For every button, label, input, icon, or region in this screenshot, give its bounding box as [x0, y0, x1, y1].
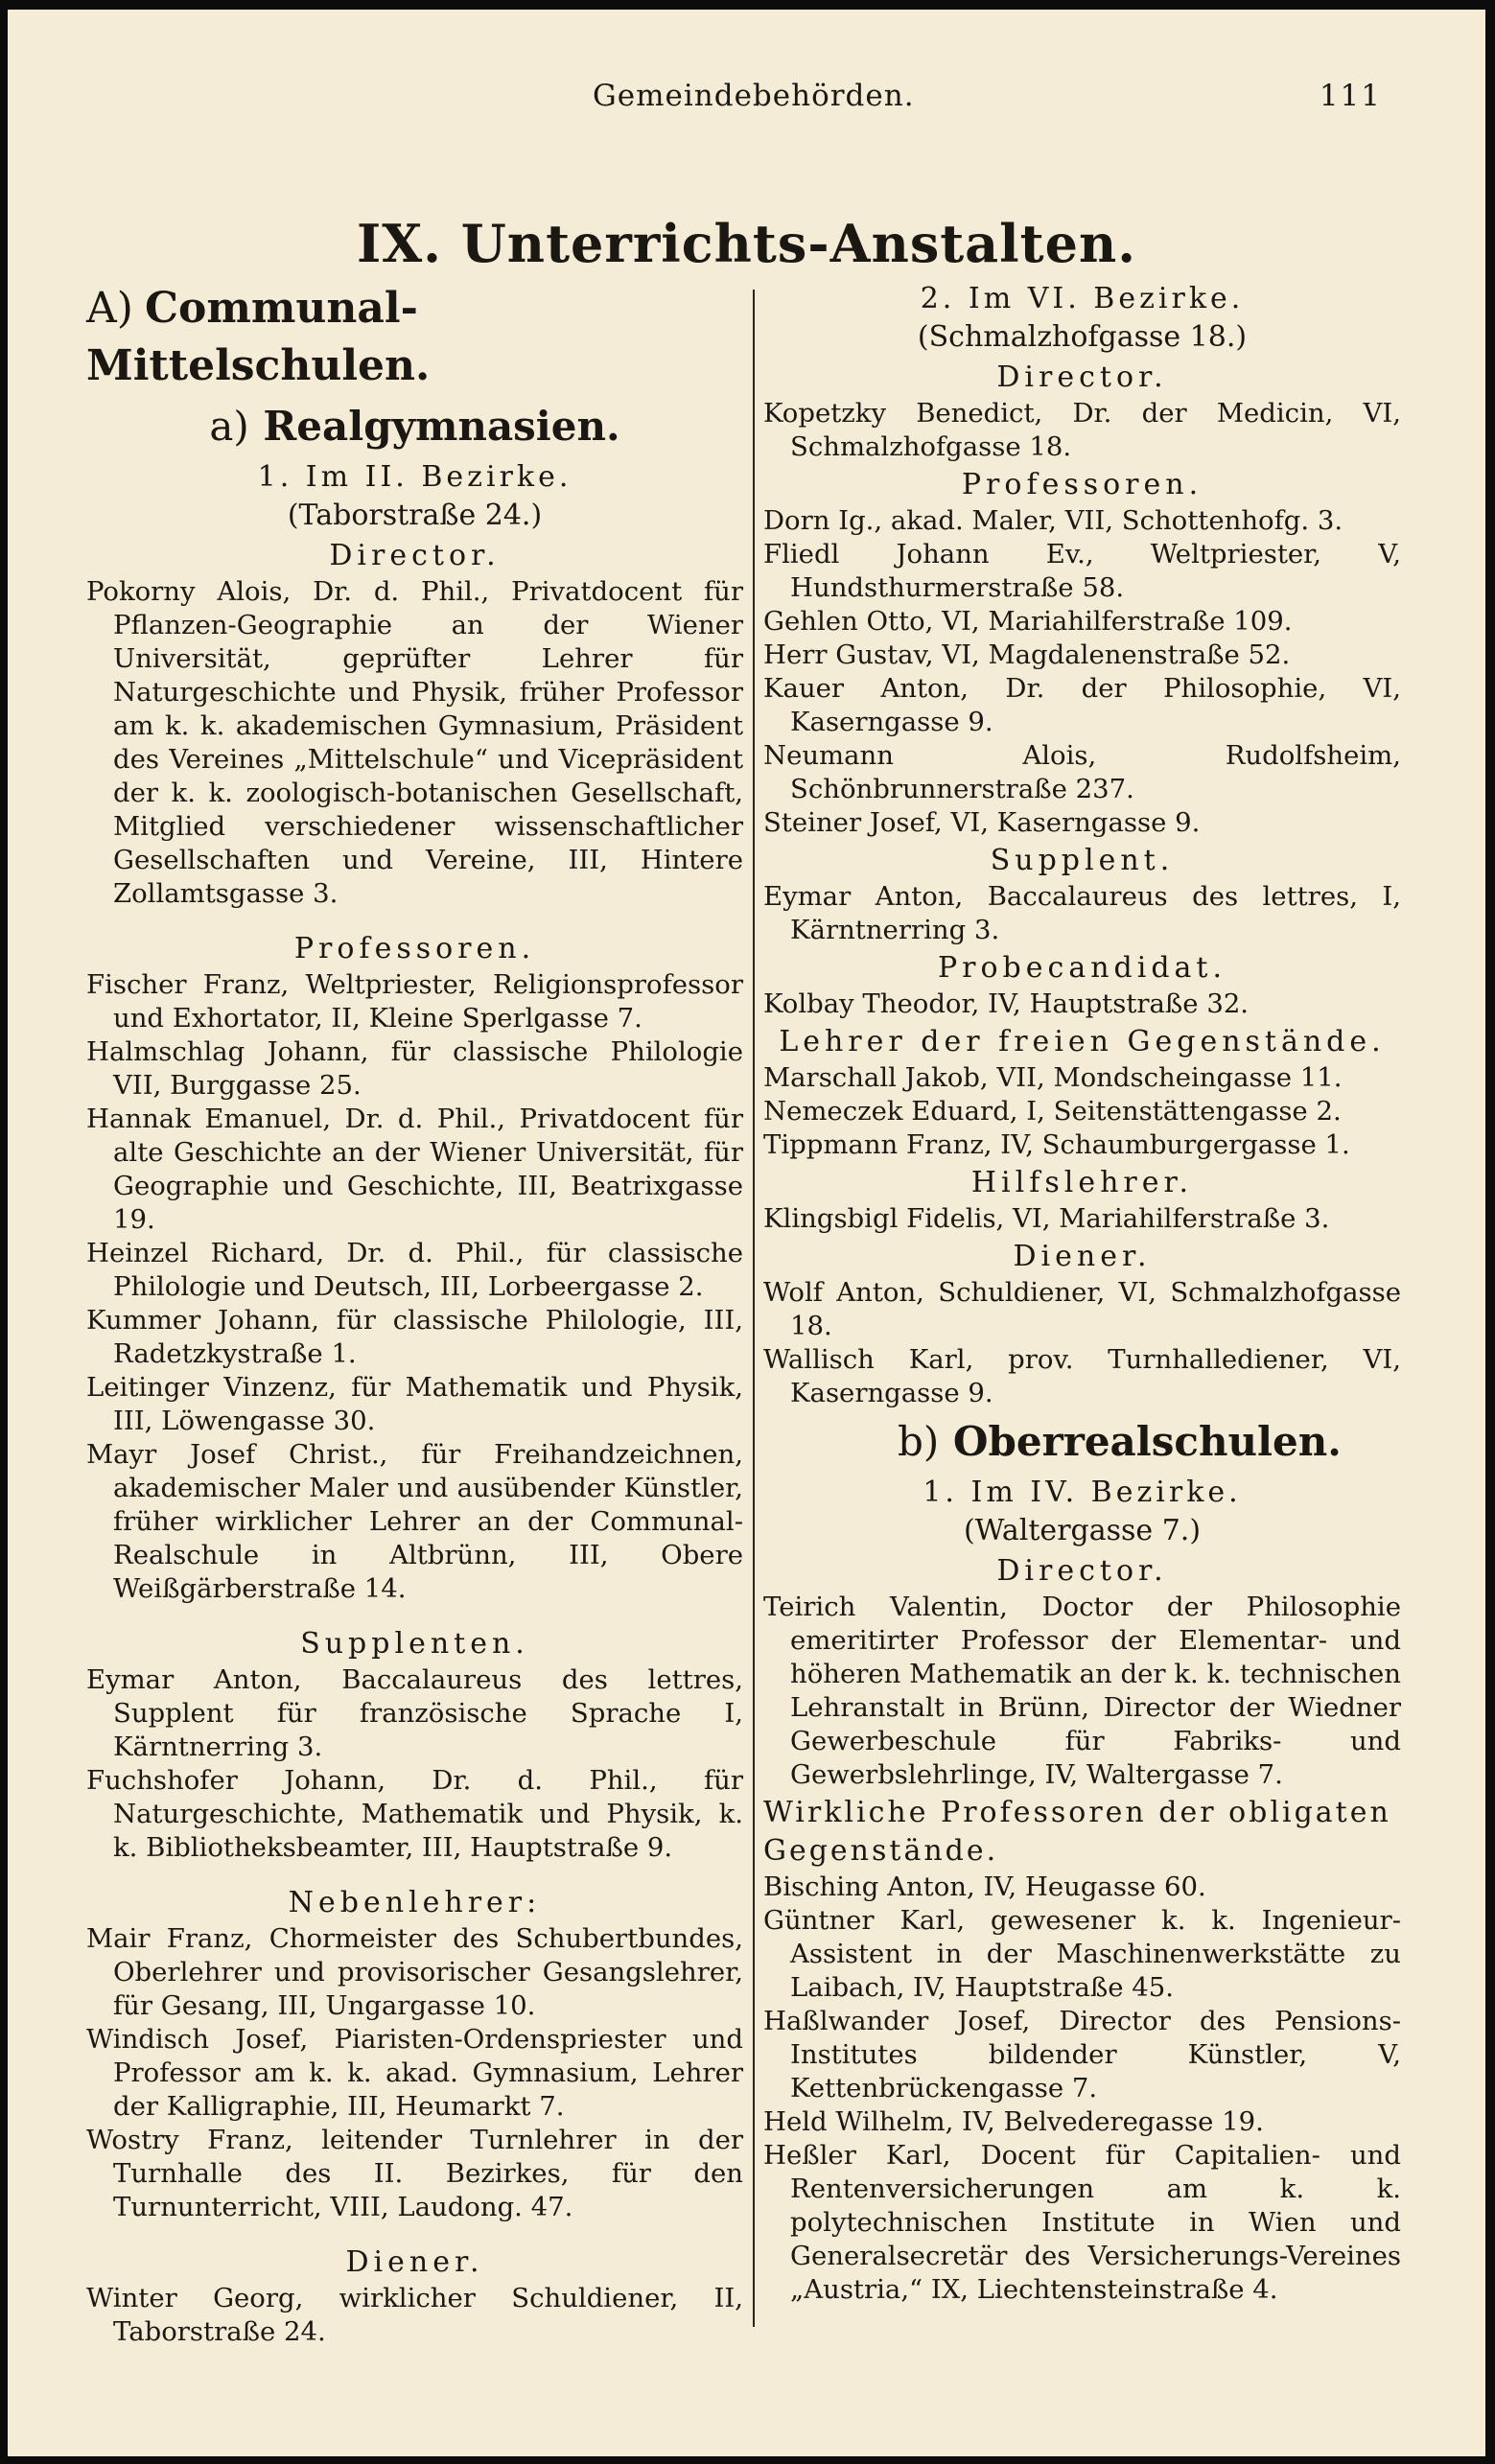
subsection-a-number: a) — [209, 403, 249, 450]
list-item: Fischer Franz, Weltpriester, Religionsprofessor und Exhortator, II, Kleine Sperlgasse 7. — [86, 969, 743, 1034]
list-item: Kummer Johann, für classische Philologie, III, Radetzkystraße 1. — [86, 1305, 743, 1369]
list-item: Wolf Anton, Schuldiener, VI, Schmalzhofgasse 18. — [763, 1277, 1401, 1341]
section-a-title: Communal-Mittelschulen. — [86, 284, 431, 390]
list-item: Dorn Ig., akad. Maler, VII, Schottenhofg. 3. — [763, 505, 1343, 536]
director-entry: Teirich Valentin, Doctor der Philosophie emeritirter Professor der Elementar- und höheren Mathematik an der k. k. technischen Lehranstalt in Brünn, Director der Wiedner Gewerbeschule für Fabriks- und Gewerbslehrlinge, IV, Waltergasse 7. — [763, 1592, 1401, 1790]
subsection-b-heading — [763, 1414, 1401, 1470]
director-entry: Kopetzky Benedict, Dr. der Medicin, VI, Schmalzhofgasse 18. — [763, 398, 1401, 462]
list-item: Eymar Anton, Baccalaureus des lettres, Supplent für französische Sprache I, Kärntnerring 3. — [86, 1664, 743, 1762]
regular-professors-heading: Wirkliche Professoren der obligaten Gegenstände. — [763, 1796, 1391, 1868]
list-item: Nemeczek Eduard, I, Seitenstättengasse 2. — [763, 1096, 1342, 1127]
list-item: Steiner Josef, VI, Kaserngasse 9. — [763, 807, 1201, 838]
running-header — [8, 79, 1485, 121]
list-item: Halmschlag Johann, für classische Philologie VII, Burggasse 25. — [86, 1036, 743, 1101]
list-item: Marschall Jakob, VII, Mondscheingasse 11. — [763, 1062, 1343, 1093]
left-column — [86, 280, 743, 2349]
supplents-heading: Supplenten. — [300, 1627, 529, 1661]
list-item: Gehlen Otto, VI, Mariahilferstraße 109. — [763, 606, 1293, 637]
subsection-a-title: Realgymnasien. — [263, 403, 620, 450]
list-item: Heßler Karl, Docent für Capitalien- und Rentenversicherungen am k. k. polytechnischen Institute in Wien und Generalsecretär des Versicherungs-Vereines „Austria,“ IX, Liechtensteinstraße 4. — [763, 2140, 1401, 2305]
list-item: Leitinger Vinzenz, für Mathematik und Physik, III, Löwengasse 30. — [86, 1372, 743, 1436]
list-item: Fliedl Johann Ev., Weltpriester, V, Hundsthurmerstraße 58. — [763, 539, 1401, 603]
servant-heading: Diener. — [345, 2245, 484, 2279]
district-heading: 1. Im IV. Bezirke. — [923, 1476, 1242, 1509]
list-item: Mayr Josef Christ., für Freihandzeichnen, akademischer Maler und ausübender Künstler, früher wirklicher Lehrer an der Communal-Realschule in Altbrünn, III, Obere Weißgärberstraße 14. — [86, 1439, 743, 1604]
secondary-teachers-heading: Nebenlehrer: — [288, 1886, 542, 1919]
supplent-heading: Supplent. — [990, 844, 1175, 877]
section-a-number: A) — [86, 284, 133, 333]
list-item: Fuchshofer Johann, Dr. d. Phil., für Naturgeschichte, Mathematik und Physik, k. k. Bibliotheksbeamter, III, Hauptstraße 9. — [86, 1765, 743, 1863]
list-item: Bisching Anton, IV, Heugasse 60. — [763, 1871, 1206, 1902]
probe-candidate-heading: Probecandidat. — [937, 951, 1227, 985]
list-item: Winter Georg, wirklicher Schuldiener, II, Taborstraße 24. — [86, 2283, 743, 2347]
director-heading: Director. — [996, 360, 1168, 394]
list-item: Eymar Anton, Baccalaureus des lettres, I, Kärntnerring 3. — [763, 881, 1401, 945]
free-subjects-heading: Lehrer der freien Gegenstände. — [779, 1025, 1386, 1058]
running-title: Gemeindebehörden. — [593, 79, 915, 113]
list-item: Güntner Karl, gewesener k. k. Ingenieur-Assistent in der Maschinenwerkstätte zu Laibach, IV, Hauptstraße 45. — [763, 1905, 1401, 2003]
school-address: (Waltergasse 7.) — [963, 1514, 1202, 1547]
list-item: Kauer Anton, Dr. der Philosophie, VI, Kaserngasse 9. — [763, 673, 1401, 737]
assistant-teachers-heading: Hilfslehrer. — [970, 1166, 1194, 1199]
list-item: Hannak Emanuel, Dr. d. Phil., Privatdocent für alte Geschichte an der Wiener Universität, für Geographie und Geschichte, III, Beatrixgasse 19. — [86, 1104, 743, 1235]
list-item: Wostry Franz, leitender Turnlehrer in der Turnhalle des II. Bezirkes, für den Turnunterricht, VIII, Laudong. 47. — [86, 2125, 743, 2222]
chapter-title: IX. Unterrichts-Anstalten. — [356, 213, 1137, 274]
column-divider — [753, 290, 755, 2327]
district-heading: 1. Im II. Bezirke. — [257, 460, 572, 494]
list-item: Wallisch Karl, prov. Turnhallediener, VI, Kaserngasse 9. — [763, 1344, 1401, 1408]
list-item: Heinzel Richard, Dr. d. Phil., für classische Philologie und Deutsch, III, Lorbeergasse 2. — [86, 1238, 743, 1302]
list-item: Herr Gustav, VI, Magdalenenstraße 52. — [763, 639, 1291, 670]
list-item: Neumann Alois, Rudolfsheim, Schönbrunnerstraße 237. — [763, 740, 1401, 804]
list-item: Windisch Josef, Piaristen-Ordenspriester und Professor am k. k. akad. Gymnasium, Lehrer der Kalligraphie, III, Heumarkt 7. — [86, 2024, 743, 2122]
director-heading: Director. — [996, 1554, 1168, 1588]
right-column — [763, 280, 1401, 2307]
subsection-a-heading — [86, 399, 743, 454]
professors-heading: Professoren. — [293, 932, 536, 965]
professors-heading: Professoren. — [961, 468, 1203, 501]
school-address: (Schmalzhofgasse 18.) — [917, 320, 1248, 354]
servant-heading: Diener. — [1013, 1240, 1152, 1273]
section-a-heading — [86, 280, 743, 395]
director-heading: Director. — [329, 539, 501, 572]
list-item: Mair Franz, Chormeister des Schubertbundes, Oberlehrer und provisorischer Gesangslehrer, für Gesang, III, Ungargasse 10. — [86, 1923, 743, 2021]
list-item: Haßlwander Josef, Director des Pensions-Institutes bildender Künstler, V, Kettenbrückengasse 7. — [763, 2006, 1401, 2104]
book-page — [8, 10, 1485, 2456]
page-number: 111 — [1319, 79, 1382, 113]
list-item: Kolbay Theodor, IV, Hauptstraße 32. — [763, 988, 1250, 1019]
list-item: Held Wilhelm, IV, Belvederegasse 19. — [763, 2106, 1264, 2137]
list-item: Tippmann Franz, IV, Schaumburgergasse 1. — [763, 1129, 1350, 1160]
school-address: (Taborstraße 24.) — [287, 499, 543, 532]
subsection-b-title: Oberrealschulen. — [952, 1418, 1342, 1465]
list-item: Klingsbigl Fidelis, VI, Mariahilferstraße 3. — [763, 1203, 1330, 1234]
subsection-b-number: b) — [898, 1418, 940, 1465]
director-entry: Pokorny Alois, Dr. d. Phil., Privatdocent für Pflanzen-Geographie an der Wiener Universität, geprüfter Lehrer für Naturgeschichte und Physik, früher Professor am k. k. akademischen Gymnasium, Präsident des Vereines „Mittelschule“ und Vicepräsident der k. k. zoologisch-botanischen Gesellschaft, Mitglied verschiedener wissenschaftlicher Gesellschaften und Vereine, III, Hintere Zollamtsgasse 3. — [86, 576, 743, 909]
district-heading: 2. Im VI. Bezirke. — [920, 282, 1245, 315]
